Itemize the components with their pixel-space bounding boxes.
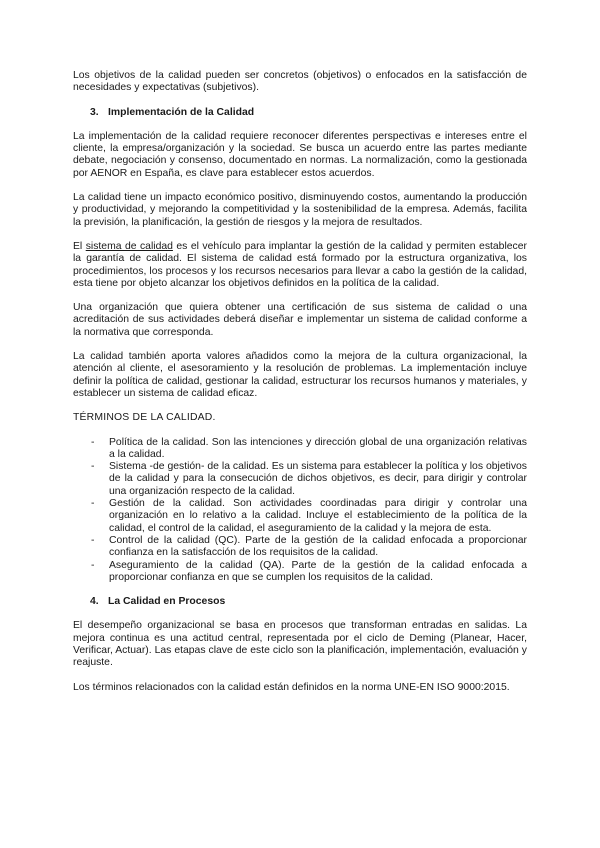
list-item [73, 461, 527, 498]
section-3-paragraph-2: La calidad tiene un impacto económico positivo, disminuyendo costos, aumentando la producción y productividad, y mejorando la competitividad y la sostenibilidad de la empresa. Además, facilita la previsión, la planificación, la gestión de riesgos y la mejora de resultados. [73, 192, 527, 228]
section-3-paragraph-1: La implementación de la calidad requiere reconocer diferentes perspectivas e intereses entre el cliente, la empresa/organización y la sociedad. Se busca un acuerdo entre las partes mediante debate, negociación y consenso, documentado en normas. La normalización, como la gestionada por AENOR en España, es clave para establecer estos acuerdos. [73, 130, 527, 179]
section-4-heading [73, 596, 527, 608]
section-3-title: Implementación de la Calidad [108, 106, 255, 118]
section-3-paragraph-3 [73, 241, 527, 290]
term-text: Sistema -de gestión- de la calidad. Es un sistema para establecer la política y los objetivos de la calidad y para la consecución de dichos objetivos, es decir, para dirigir y controlar una organización respecto de la calidad. [109, 461, 527, 497]
term-text: Política de la calidad. Son las intenciones y dirección global de una organización relativas a la calidad. [109, 436, 527, 460]
list-item [73, 535, 527, 560]
section-3-heading [73, 107, 527, 119]
terms-title: TÉRMINOS DE LA CALIDAD. [73, 412, 216, 424]
term-text: Aseguramiento de la calidad (QA). Parte de la gestión de la calidad enfocada a proporcionar confianza en que se cumplen los requisitos de la calidad. [109, 559, 527, 583]
list-item [73, 498, 527, 535]
section-3-paragraph-4: Una organización que quiera obtener una certificación de sus sistema de calidad o una acreditación de sus actividades deberá diseñar e implementar un sistema de calidad conforme a la normativa que corresponda. [73, 302, 527, 338]
list-item [73, 437, 527, 462]
bullet-dash: - [91, 498, 95, 510]
section-3-paragraph-5: La calidad también aporta valores añadidos como la mejora de la cultura organizacional, la atención al cliente, el asesoramiento y la resolución de problemas. La implementación incluye definir la política de calidad, gestionar la calidad, estructurar los recursos humanos y materiales, y establecer un sistema de calidad eficaz. [73, 351, 527, 399]
section-3-number: 3. [90, 106, 99, 118]
paragraph-3-suffix: es el vehículo para implantar la gestión de la calidad y permiten establecer la garantía de calidad. El sistema de calidad está formado por la estructura organizativa, los procedimientos, los procesos y los recursos necesarios para llevar a cabo la gestión de la calidad, esta tiene por objeto alcanzar los objetivos definidos en la política de la calidad. [73, 240, 527, 289]
intro-paragraph: Los objetivos de la calidad pueden ser concretos (objetivos) o enfocados en la satisfacción de necesidades y expectativas (subjetivos). [73, 70, 527, 94]
section-4-number: 4. [90, 596, 99, 608]
section-4-paragraph-2: Los términos relacionados con la calidad están definidos en la norma UNE-EN ISO 9000:2015. [73, 681, 510, 693]
term-text: Control de la calidad (QC). Parte de la gestión de la calidad enfocada a proporcionar confianza en la satisfacción de los requisitos de la calidad. [109, 534, 527, 559]
terms-list [73, 437, 527, 585]
document-body [73, 70, 527, 706]
list-item [73, 560, 527, 585]
paragraph-3-prefix: El [73, 240, 86, 252]
term-text: Gestión de la calidad. Son actividades coordinadas para dirigir y controlar una organización en lo relativo a la calidad. Incluye el establecimiento de la política de la calidad, el control de la calidad, el aseguramiento de la calidad y la mejora de esta. [109, 498, 527, 534]
bullet-dash: - [91, 559, 95, 571]
section-4-paragraph-1: El desempeño organizacional se basa en procesos que transforman entradas en salidas. La mejora continua es una actitud central, representada por el ciclo de Deming (Planear, Hacer, Verificar, Actuar). Las etapas clave de este ciclo son la planificación, implementación, evaluación y reajuste. [73, 620, 527, 669]
bullet-dash: - [91, 534, 95, 546]
section-4-title: La Calidad en Procesos [108, 596, 226, 608]
bullet-dash: - [91, 436, 95, 448]
sistema-de-calidad-link[interactable]: sistema de calidad [85, 240, 173, 252]
bullet-dash: - [91, 461, 95, 473]
